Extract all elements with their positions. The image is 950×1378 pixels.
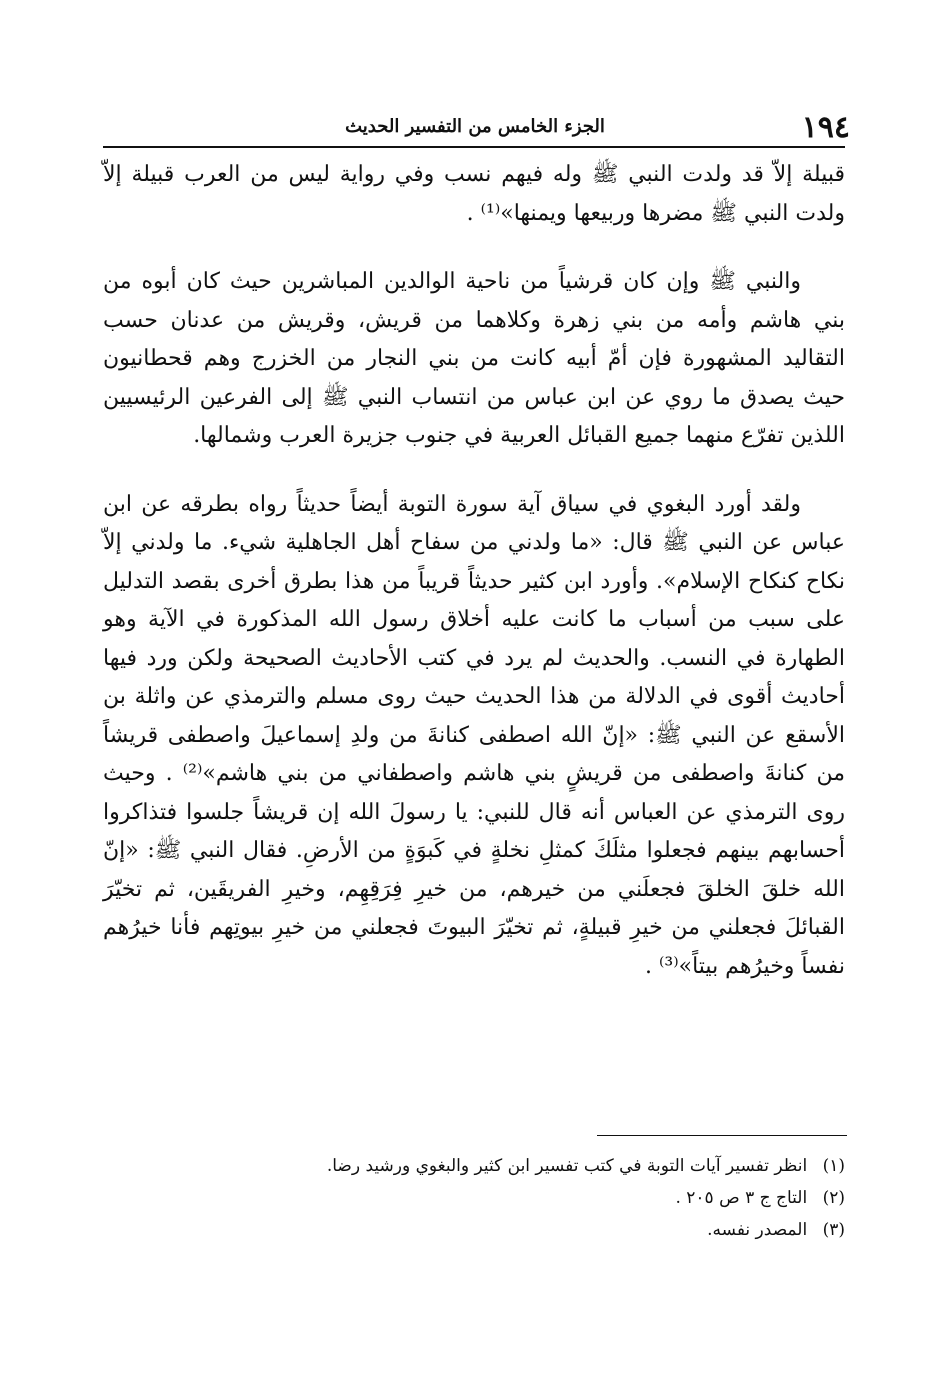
footnote-text: المصدر نفسه. [707, 1220, 808, 1240]
main-text [103, 156, 845, 986]
paragraph-1: قبيلة إلاّ قد ولدت النبي ﷺ وله فيهم نسب وفي رواية ليس من العرب قبيلة إلاّ ولدت النبي ﷺ مضرها وربيعها ويمنها»⁽¹⁾ . [103, 162, 845, 226]
paragraph-spacer [103, 456, 845, 486]
footnote-2 [103, 1182, 845, 1214]
footnote-number: (١) [822, 1156, 845, 1176]
footnote-number: (٣) [822, 1220, 845, 1240]
running-title: الجزء الخامس من التفسير الحديث [345, 116, 605, 137]
footnote-number: (٢) [822, 1188, 845, 1208]
page-header [100, 108, 850, 148]
footnote-text: التاج ج ٣ ص ٢٠٥ . [675, 1188, 808, 1208]
footnote-divider [597, 1135, 847, 1136]
paragraph-3: ولقد أورد البغوي في سياق آية سورة التوبة أيضاً حديثاً رواه بطرقه عن ابن عباس عن النبي ﷺ قال: «ما ولدني من سفاح أهل الجاهلية شيء. ما ولدني إلاّ نكاح كنكاح الإسلام». وأورد ابن كثير حديثاً قريباً من هذا بطرق أخرى بقصد التدليل على سبب من أسباب ما كانت عليه أخلاق رسول الله المذكورة في الآية وهو الطهارة في النسب. والحديث لم يرد في كتب الأحاديث الصحيحة ولكن ورد فيها أحاديث أقوى في الدلالة من هذا الحديث حيث روى مسلم والترمذي عن واثلة بن الأسقع عن النبي ﷺ: «إنّ الله اصطفى كنانةَ من ولدِ إسماعيلَ واصطفى قريشاً من كنانةَ واصطفى من قريشٍ بني هاشم واصطفاني من بني هاشم»⁽²⁾ . وحيث روى الترمذي عن العباس أنه قال للنبي: يا رسولَ الله إن قريشاً جلسوا فتذاكروا أحسابهم بينهم فجعلوا مثلَكَ كمثلِ نخلةٍ في كَبوَةٍ من الأرضِ. فقال النبي ﷺ: «إنّ الله خلقَ الخلقَ فجعلَني من خيرهم، من خيرِ فِرَقِهِم، وخيرِ الفريقَين، ثم تخيّرَ القبائلَ فجعلني من خيرِ قبيلةٍ، ثم تخيّرَ البيوتَ فجعلني من خيرِ بيوتِهم فأنا خيرُهم نفساً وخيرُهم بيتاً»⁽³⁾ . [103, 491, 846, 979]
paragraph-2: والنبي ﷺ وإن كان قرشياً من ناحية الوالدين المباشرين حيث كان أبوه من بني هاشم وأمه من بني زهرة وكلاهما من قريش، وقريش من عدنان حسب التقاليد المشهورة فإن أمّ أبيه كانت من بني النجار من الخزرج وهم قحطانيون حيث يصدق ما روي عن ابن عباس من انتساب النبي ﷺ إلى الفرعين الرئيسيين اللذين تفرّع منهما جميع القبائل العربية في جنوب جزيرة العرب وشمالها. [103, 269, 845, 448]
footnotes [103, 1150, 845, 1246]
header-divider [103, 146, 845, 148]
footnote-text: انظر تفسير آيات التوبة في كتب تفسير ابن كثير والبغوي ورشيد رضا. [326, 1156, 808, 1176]
page-number: ١٩٤ [801, 110, 850, 145]
footnote-1 [103, 1150, 845, 1182]
paragraph-spacer [103, 233, 845, 263]
footnote-3 [103, 1214, 845, 1246]
